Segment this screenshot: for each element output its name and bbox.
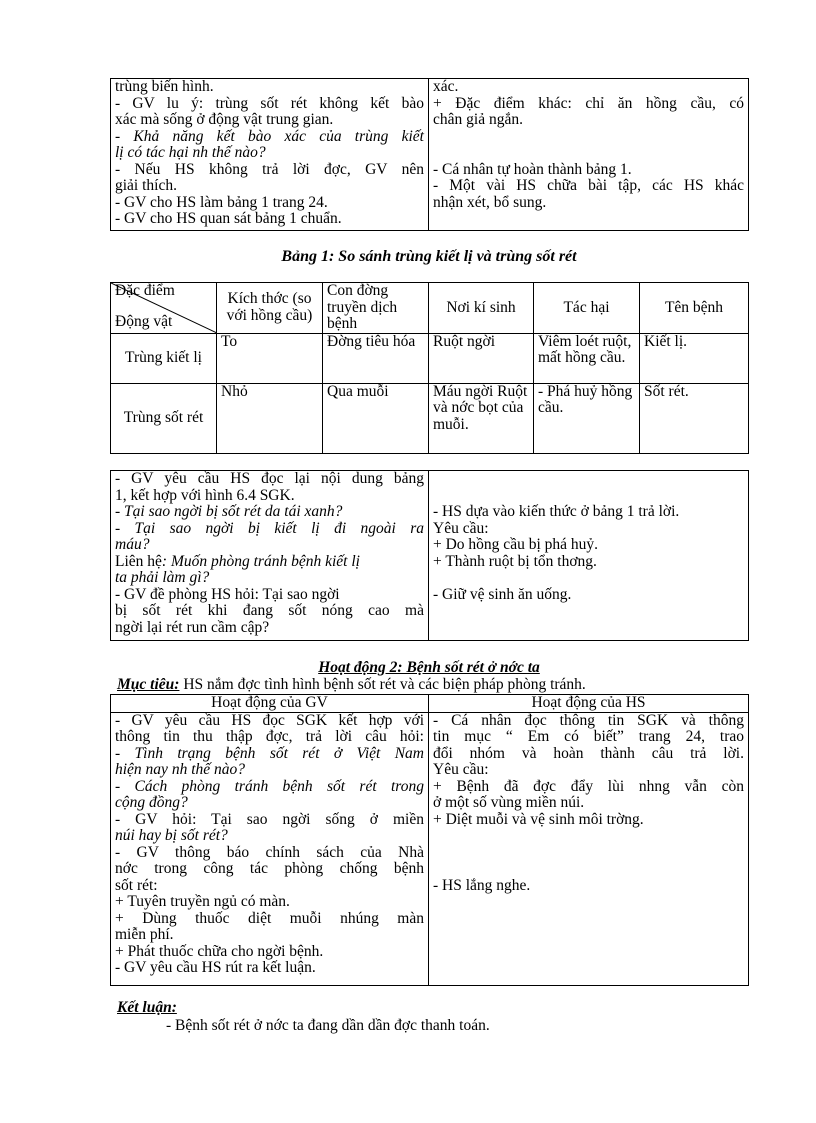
row-name: Trùng sốt rét	[111, 383, 217, 453]
text-line: - GV thông báo chính sách của Nhà	[115, 843, 424, 861]
text-line: - GV đề phòng HS hỏi: Tại sao ngời	[115, 585, 340, 603]
conclusion-label: Kết luận:	[117, 999, 177, 1016]
text-line: - GV cho HS quan sát bảng 1 chuẩn.	[115, 210, 342, 227]
header-route: Con đờng truyền dịch bệnh	[323, 283, 429, 334]
text-line: sốt rét:	[115, 876, 158, 894]
text-line: - Cách phòng tránh bệnh sốt rét trong	[115, 777, 424, 795]
conclusion-text: - Bệnh sốt rét ở nớc ta đang dần dần đợc thanh toán.	[166, 1017, 490, 1034]
goal-text: HS nắm đợc tình hình bệnh sốt rét và các biện pháp phòng tránh.	[179, 676, 586, 693]
text-line: ta phải làm gì?	[115, 569, 210, 586]
text-line: ở một số vùng miền núi.	[433, 794, 585, 811]
text-line: cộng đồng?	[115, 794, 188, 811]
corner-top-label: Đặc điểm	[115, 282, 175, 299]
header-teacher: Hoạt động của GV	[111, 695, 429, 713]
header-disease: Tên bệnh	[640, 283, 749, 334]
text-line: Yêu cầu:	[433, 519, 489, 537]
text-line: bị sốt rét khi đang sốt nóng cao mà	[115, 602, 424, 619]
liaison-label: Liên hệ	[115, 552, 162, 570]
comparison-table	[110, 282, 749, 454]
row-host: Ruột ngời	[429, 333, 534, 383]
text-line: - GV yêu cầu HS đọc SGK kết hợp với	[115, 712, 424, 729]
text-line: - HS lắng nghe.	[433, 876, 531, 894]
header-harm: Tác hại	[534, 283, 640, 334]
row-host: Máu ngời Ruột và nớc bọt của muỗi.	[429, 383, 534, 453]
text-line: Yêu cầu:	[433, 761, 489, 778]
row-size: To	[217, 333, 323, 383]
text-line: trùng biến hình.	[115, 78, 214, 95]
text-line	[115, 554, 424, 571]
goal-label: Mục tiêu:	[117, 676, 180, 693]
text-line: - GV cho HS làm bảng 1 trang 24.	[115, 193, 328, 211]
table-row	[111, 383, 749, 453]
top-activity-table	[110, 78, 749, 231]
row-route: Đờng tiêu hóa	[323, 333, 429, 383]
text-line: hiện nay nh thế nào?	[115, 761, 246, 778]
row-harm: Viêm loét ruột, mất hồng cầu.	[534, 333, 640, 383]
text-line: + Bệnh đã đợc đẩy lùi nhng vẫn còn	[433, 777, 744, 795]
text-line: chân giả ngắn.	[433, 111, 523, 128]
text-line: + Phát thuốc chữa cho ngời bệnh.	[115, 942, 324, 960]
row-route: Qua muỗi	[323, 383, 429, 453]
corner-header-cell	[111, 283, 217, 334]
text-line: giải thích.	[115, 177, 177, 194]
text-line: - Giữ vệ sinh ăn uống.	[433, 585, 572, 603]
activity2-goal	[117, 677, 586, 694]
text-line: - Nếu HS không trả lời đợc, GV nên	[115, 160, 424, 178]
top-student-cell	[429, 79, 749, 231]
text-line: lị có tác hại nh thế nào?	[115, 144, 266, 161]
text-line: - GV yêu cầu HS đọc lại nội dung bảng	[115, 470, 424, 487]
text-line: xác.	[433, 78, 459, 95]
middle-student-cell	[429, 471, 749, 641]
text-line: - GV hỏi: Tại sao ngời sống ở miền	[115, 810, 424, 828]
text-line: - GV lu ý: trùng sốt rét không kết bào	[115, 94, 424, 112]
header-size: Kích thớc (so với hồng cầu)	[217, 283, 323, 334]
row-name: Trùng kiết lị	[111, 333, 217, 383]
row-disease: Kiết lị.	[640, 333, 749, 383]
activity2-table	[110, 694, 749, 986]
text-line: + Diệt muỗi và vệ sinh môi trờng.	[433, 810, 644, 828]
text-line: xác mà sống ở động vật trung gian.	[115, 111, 334, 128]
text-line: tin mục “ Em có biết” trang 24, trao	[433, 728, 744, 745]
text-line: ngời lại rét run cầm cập?	[115, 618, 270, 636]
activity2-student-cell	[429, 712, 749, 985]
text-line: máu?	[115, 536, 150, 553]
row-harm: - Phá huỷ hồng cầu.	[534, 383, 640, 453]
text-line: + Thành ruột bị tổn thơng.	[433, 552, 597, 570]
text-line: - Tại sao ngời bị kiết lị đi ngoài ra	[115, 519, 424, 537]
text-line: + Dùng thuốc diệt muỗi nhúng màn	[115, 909, 424, 927]
table1-caption: Bảng 1: So sánh trùng kiết lị và trùng sốt rét	[281, 248, 577, 265]
text-line: miễn phí.	[115, 926, 174, 943]
activity2-teacher-cell	[111, 712, 429, 985]
row-disease: Sốt rét.	[640, 383, 749, 453]
text-line: đổi nhóm và hoàn thành câu trả lời.	[433, 744, 744, 762]
table-row	[111, 333, 749, 383]
text-line: - Cá nhân tự hoàn thành bảng 1.	[433, 160, 632, 178]
text-line: núi hay bị sốt rét?	[115, 827, 228, 844]
header-host: Nơi kí sinh	[429, 283, 534, 334]
liaison-question: : Muốn phòng tránh bệnh kiết lị	[161, 552, 360, 570]
text-line: nớc trong công tác phòng chống bệnh	[115, 860, 424, 877]
text-line: - Tại sao ngời bị sốt rét da tái xanh?	[115, 503, 343, 520]
text-line: + Do hồng cầu bị phá huỷ.	[433, 536, 599, 553]
diagonal-line	[111, 283, 217, 333]
activity2-title: Hoạt động 2: Bệnh sốt rét ở nớc ta	[318, 659, 540, 676]
text-line: thông tin thu thập đợc, trả lời câu hỏi:	[115, 728, 424, 745]
top-teacher-cell	[111, 79, 429, 231]
text-line: 1, kết hợp với hình 6.4 SGK.	[115, 486, 295, 504]
middle-teacher-cell	[111, 471, 429, 641]
text-line: nhận xét, bổ sung.	[433, 193, 547, 211]
text-line: - Khả năng kết bào xác của trùng kiết	[115, 127, 424, 145]
middle-activity-table	[110, 470, 749, 641]
text-line: + Tuyên truyền ngủ có màn.	[115, 893, 290, 910]
text-line: - Một vài HS chữa bài tập, các HS khác	[433, 177, 744, 194]
text-line: + Đặc điểm khác: chỉ ăn hồng cầu, có	[433, 94, 744, 112]
text-line: - Tình trạng bệnh sốt rét ở Việt Nam	[115, 744, 424, 762]
text-line: - Cá nhân đọc thông tin SGK và thông	[433, 712, 744, 729]
text-line: - GV yêu cầu HS rút ra kết luận.	[115, 959, 316, 976]
corner-bottom-label: Động vật	[115, 312, 173, 330]
row-size: Nhỏ	[217, 383, 323, 453]
header-student: Hoạt động của HS	[429, 695, 749, 713]
text-line: - HS dựa vào kiến thức ở bảng 1 trả lời.	[433, 503, 680, 520]
